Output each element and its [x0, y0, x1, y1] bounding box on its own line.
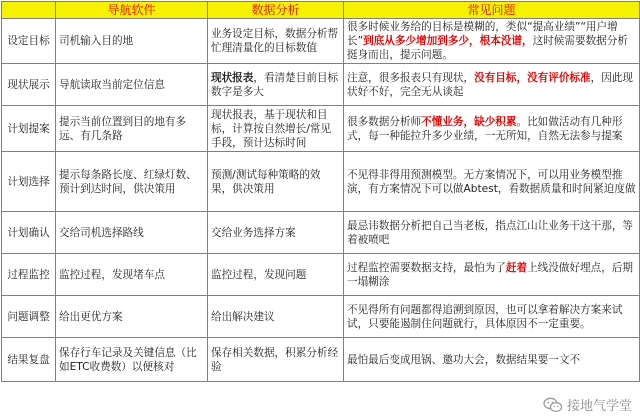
text-segment: 不见得非得用预测模型。无方案情况下，可以用业务模型推演，有方案情况下可以做Abtest，看数据质量和时间紧迫度做 — [347, 168, 636, 195]
cell-navigation: 交给司机选择路线 — [56, 212, 208, 254]
cell-issue — [344, 296, 640, 338]
cell-navigation: 司机输入目的地 — [56, 19, 208, 64]
text-segment: 赶着 — [505, 261, 528, 274]
row-label: 计划确认 — [2, 212, 56, 254]
text-segment: 注意，很多报表只有现状， — [347, 71, 475, 84]
cell-navigation: 保存行车记录及关键信息（比如ETC收费数）以便核对 — [56, 338, 208, 382]
table-row — [2, 254, 640, 296]
text-segment: 这时候需要数据分析挺身而出，提示问题。 — [347, 35, 628, 61]
cell-navigation: 提示每条路长度、红绿灯数、预计到达时间，供决策用 — [56, 152, 208, 212]
cell-issue — [344, 64, 640, 106]
table-row — [2, 338, 640, 382]
text-segment: 没有目标，没有评价标准 — [474, 71, 591, 84]
row-label: 过程监控 — [2, 254, 56, 296]
row-label: 现状展示 — [2, 64, 56, 106]
table-row — [2, 152, 640, 212]
watermark — [541, 395, 634, 414]
comparison-table — [1, 1, 640, 382]
cell-issue — [344, 19, 640, 64]
cell-analysis: 交给业务选择方案 — [208, 212, 344, 254]
header-navigation: 导航软件 — [56, 2, 208, 19]
table-row — [2, 106, 640, 152]
cell-navigation: 给出更优方案 — [56, 296, 208, 338]
cell-issue — [344, 106, 640, 152]
table-body — [2, 19, 640, 382]
wechat-icon — [543, 397, 563, 413]
cell-analysis: 给出解决建议 — [208, 296, 344, 338]
cell-issue — [344, 212, 640, 254]
text-segment: 过程监控需要数据支持，最怕为了 — [347, 261, 506, 274]
header-issues: 常见问题 — [344, 2, 640, 19]
header-corner — [2, 2, 56, 19]
text-segment: ，因此现状好不好，完全无从谈起 — [347, 71, 634, 98]
cell-issue — [344, 254, 640, 296]
cell-analysis — [208, 64, 344, 106]
text-segment: 很多数据分析师 — [347, 115, 422, 128]
text-segment: 到底从多少增加到多少，根本没谱， — [363, 35, 533, 47]
row-label: 结果复盘 — [2, 338, 56, 382]
table-row — [2, 19, 640, 64]
text-segment: 不懂业务，缺少积累 — [421, 115, 517, 128]
cell-navigation: 导航读取当前定位信息 — [56, 64, 208, 106]
table-row — [2, 296, 640, 338]
cell-analysis: 监控过程，发现问题 — [208, 254, 344, 296]
cell-analysis: 保存相关数据，积累分析经验 — [208, 338, 344, 382]
text-segment: ，看清楚目前目标数字是多大 — [211, 71, 339, 98]
cell-analysis: 业务设定目标，数据分析帮忙理清量化的目标数值 — [208, 19, 344, 64]
watermark-text: 接地气学堂 — [566, 399, 632, 414]
cell-navigation: 监控过程，发现堵车点 — [56, 254, 208, 296]
row-label: 计划选择 — [2, 152, 56, 212]
cell-analysis: 现状报表，基于现状和目标，计算按自然增长/常见手段，预计达标时间 — [208, 106, 344, 152]
table-row — [2, 64, 640, 106]
cell-issue — [344, 338, 640, 382]
text-segment: 数据结果要一文不 — [495, 353, 581, 366]
header-row — [2, 2, 640, 19]
row-label: 设定目标 — [2, 19, 56, 64]
cell-analysis: 预测/测试每种策略的效果，供决策用 — [208, 152, 344, 212]
row-label: 问题调整 — [2, 296, 56, 338]
cell-navigation: 提示当前位置到目的地有多远、有几条路 — [56, 106, 208, 152]
row-label: 计划提案 — [2, 106, 56, 152]
text-segment: 最忌讳数据分析把自己当老板，指点江山让业务干这干那，等着被喷吧 — [347, 219, 634, 246]
text-segment: 不见得所有问题都得追溯到原因，也可以拿着解决方案来试试，只要能遏制住问题就行，具体原因不一定重要。 — [347, 303, 623, 330]
text-segment: 最怕最后变成甩锅、邀功大会， — [347, 353, 496, 366]
text-segment: 。比如做活动有几种形式，每一种能拉升多少业绩，一无所知，自然无法参与提案 — [347, 115, 623, 142]
table-row — [2, 212, 640, 254]
text-segment: 现状报表 — [211, 71, 254, 84]
text-segment: 上线没做好埋点，后期一塌糊涂 — [347, 261, 634, 288]
header-analysis: 数据分析 — [208, 2, 344, 19]
cell-issue — [344, 152, 640, 212]
text-segment: 很多时候业务给的目标是模糊的，类似“提高业绩”“用户增长” — [347, 21, 618, 47]
